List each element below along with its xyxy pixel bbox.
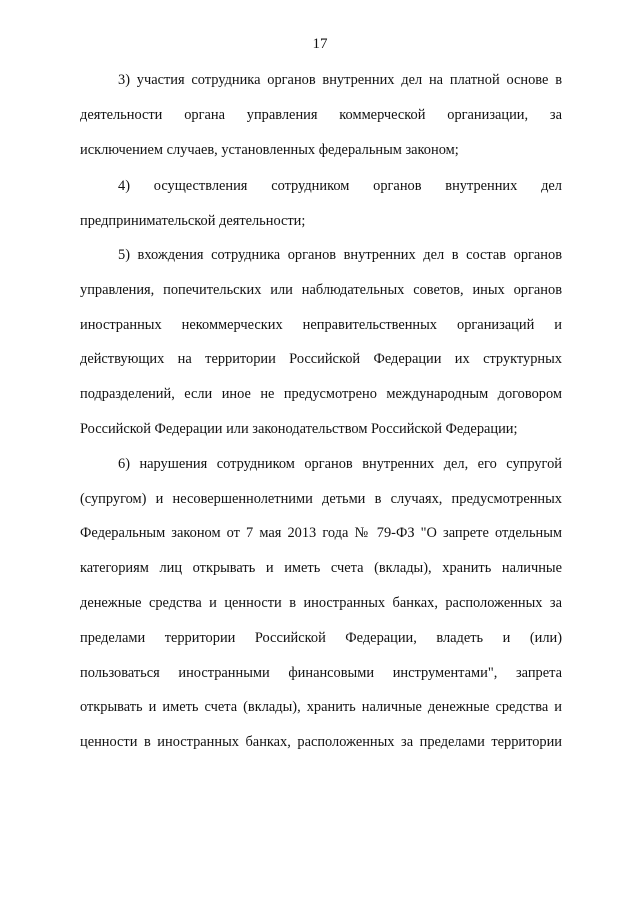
text-line: денежные средства и ценности в иностранных банках, расположенных за (80, 595, 562, 611)
text-line: 4) осуществления сотрудником органов внутренних дел (118, 178, 562, 194)
text-line: открывать и иметь счета (вклады), хранить наличные денежные средства и (80, 699, 562, 715)
text-line: 3) участия сотрудника органов внутренних дел на платной основе в (118, 72, 562, 88)
text-line: пользоваться иностранными финансовыми инструментами", запрета (80, 665, 562, 681)
text-line: категориям лиц открывать и иметь счета (вклады), хранить наличные (80, 560, 562, 576)
text-line: Российской Федерации или законодательством Российской Федерации; (80, 421, 518, 437)
text-line: исключением случаев, установленных федеральным законом; (80, 142, 459, 158)
text-line: Федеральным законом от 7 мая 2013 года № 79-ФЗ "О запрете отдельным (80, 525, 562, 541)
text-line: (супругом) и несовершеннолетними детьми в случаях, предусмотренных (80, 491, 562, 507)
text-line: действующих на территории Российской Федерации их структурных (80, 351, 562, 367)
text-line: управления, попечительских или наблюдательных советов, иных органов (80, 282, 562, 298)
text-line: предпринимательской деятельности; (80, 213, 306, 229)
text-line: деятельности органа управления коммерческой организации, за (80, 107, 562, 123)
page-number: 17 (312, 36, 328, 52)
text-line: пределами территории Российской Федерации, владеть и (или) (80, 630, 562, 646)
text-line: 6) нарушения сотрудником органов внутренних дел, его супругой (118, 456, 562, 472)
text-line: 5) вхождения сотрудника органов внутренних дел в состав органов (118, 247, 562, 263)
text-line: ценности в иностранных банках, расположенных за пределами территории (80, 734, 562, 750)
text-line: иностранных некоммерческих неправительственных организаций и (80, 317, 562, 333)
text-line: подразделений, если иное не предусмотрено международным договором (80, 386, 562, 402)
